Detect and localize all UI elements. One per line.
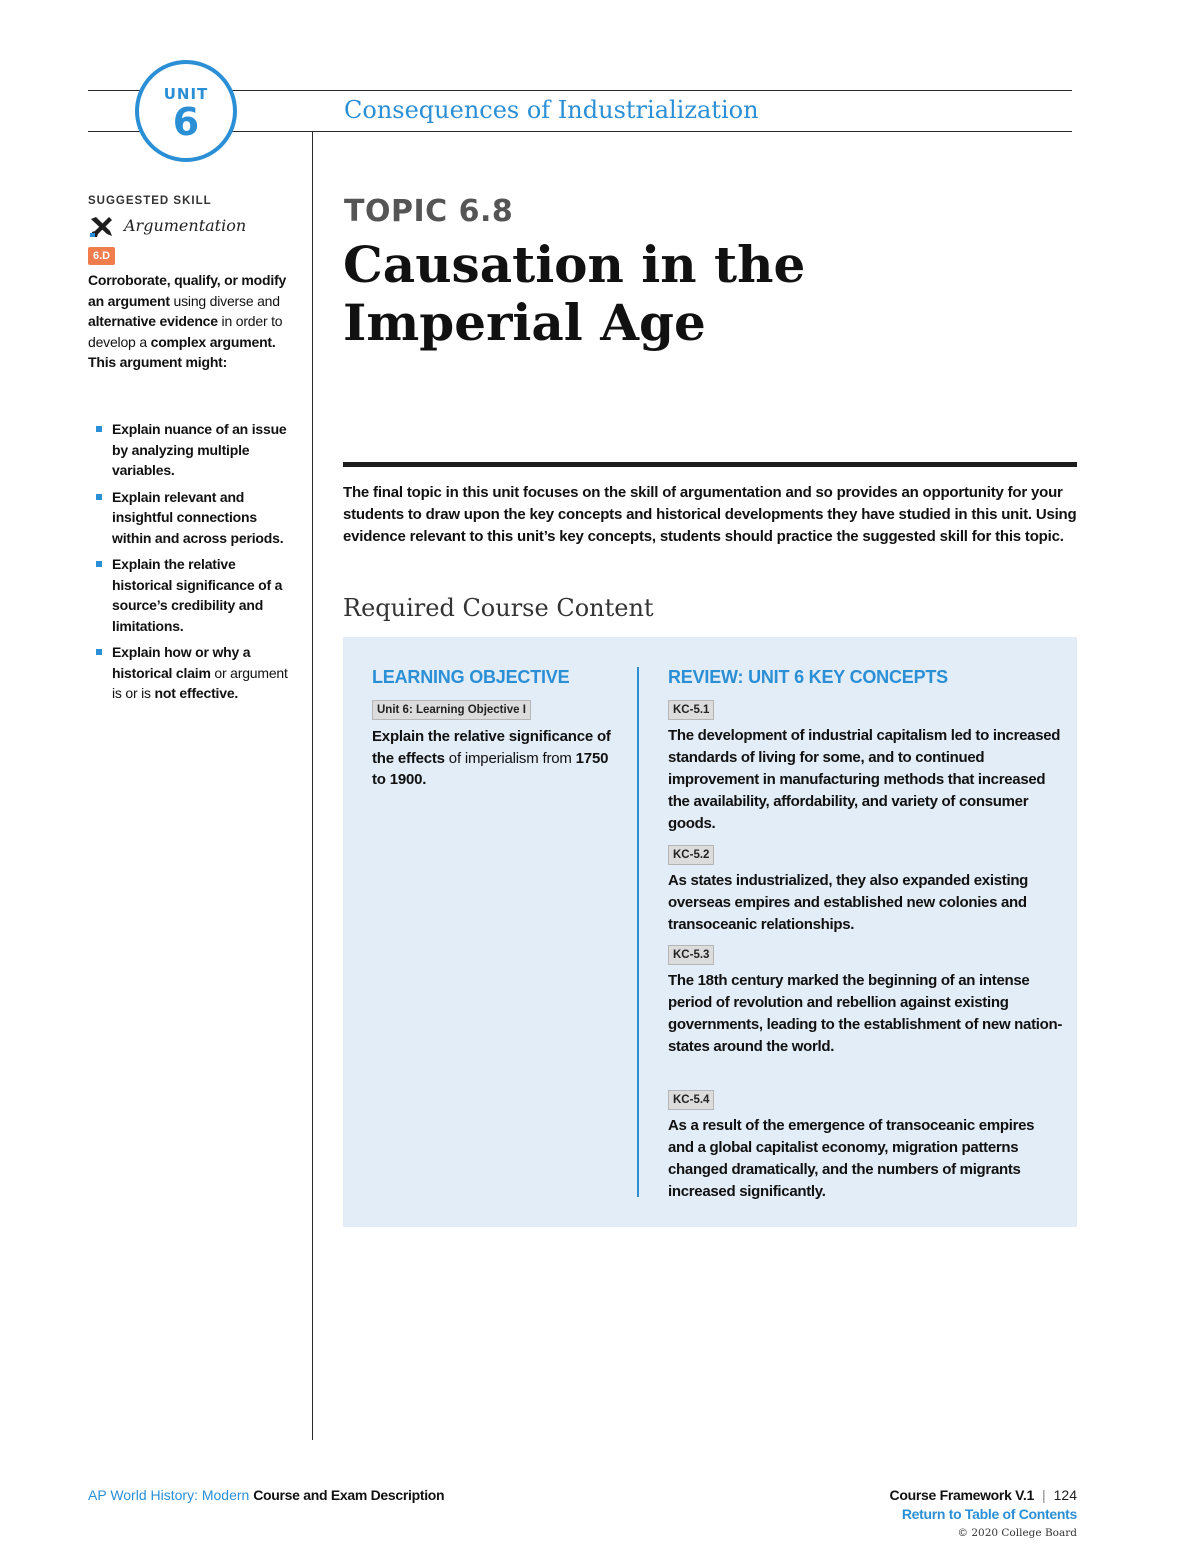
key-concepts-heading: REVIEW: UNIT 6 KEY CONCEPTS (668, 667, 948, 687)
skill-bullets (96, 419, 296, 710)
footer-course: AP World History: Modern Course and Exam Description (88, 1487, 445, 1503)
panel-divider (637, 667, 639, 1197)
kc-text: The 18th century marked the beginning of an intense period of revolution and rebellion against existing governments, leading to the establishment of new nation-states around the world. (668, 972, 1063, 1055)
copyright: © 2020 College Board (957, 1527, 1077, 1539)
topic-number: TOPIC 6.8 (344, 194, 514, 229)
title-rule (343, 462, 1077, 467)
kc-tag: KC-5.2 (668, 845, 714, 865)
unit-number: 6 (172, 100, 200, 144)
kc-tag: KC-5.1 (668, 700, 714, 720)
unit-badge (135, 60, 237, 162)
skill-code-badge: 6.D (88, 247, 115, 265)
tools-cross-icon (88, 215, 114, 239)
header-rule-top (88, 90, 1072, 91)
skill-description: Corroborate, qualify, or modify an argument using diverse and alternative evidence in order to develop a complex argument. This argument might: (88, 272, 287, 370)
unit-label: UNIT (163, 85, 209, 103)
footer-page-info: Course Framework V.1 | 124 (889, 1487, 1077, 1503)
kc-text: As a result of the emergence of transoceanic empires and a global capitalist economy, migration patterns changed dramatically, and the numbers of migrants increased significantly. (668, 1117, 1035, 1200)
list-item: Explain nuance of an issue by analyzing multiple variables. (96, 419, 296, 481)
kc-text: The development of industrial capitalism led to increased standards of living for some, and to continued improvement in manufacturing methods that increased the availability, affordability, and variety of consumer goods. (668, 727, 1061, 832)
column-divider (312, 131, 313, 1440)
skill-name: Argumentation (124, 216, 247, 235)
intro-paragraph: The final topic in this unit focuses on the skill of argumentation and so provides an opportunity for your students to draw upon the key concepts and historical developments they have studied in this unit. Using evidence relevant to this unit’s key concepts, students should practice the suggested skill for this topic. (343, 484, 1077, 545)
list-item: Explain relevant and insightful connections within and across periods. (96, 487, 296, 549)
list-item: Explain the relative historical significance of a source’s credibility and limitations. (96, 554, 296, 636)
header-rule-bottom (88, 131, 1072, 132)
toc-link[interactable]: Return to Table of Contents (901, 1506, 1077, 1522)
unit-title: Consequences of Industrialization (344, 96, 759, 124)
page-title: Causation in the Imperial Age (343, 235, 806, 352)
kc-tag: KC-5.3 (668, 945, 714, 965)
list-item: Explain how or why a historical claim or argument is or is not effective. (96, 642, 296, 704)
learning-objective-text: Explain the relative significance of the effects of imperialism from 1750 to 1900. (372, 728, 611, 788)
learning-objective-tag: Unit 6: Learning Objective I (372, 700, 531, 720)
required-content-heading: Required Course Content (343, 594, 654, 622)
learning-objective-heading: LEARNING OBJECTIVE (372, 667, 570, 687)
kc-tag: KC-5.4 (668, 1090, 714, 1110)
kc-text: As states industrialized, they also expanded existing overseas empires and established new colonies and transoceanic relationships. (668, 872, 1029, 933)
page-number: 124 (1053, 1487, 1077, 1503)
suggested-skill-label: SUGGESTED SKILL (88, 195, 212, 207)
